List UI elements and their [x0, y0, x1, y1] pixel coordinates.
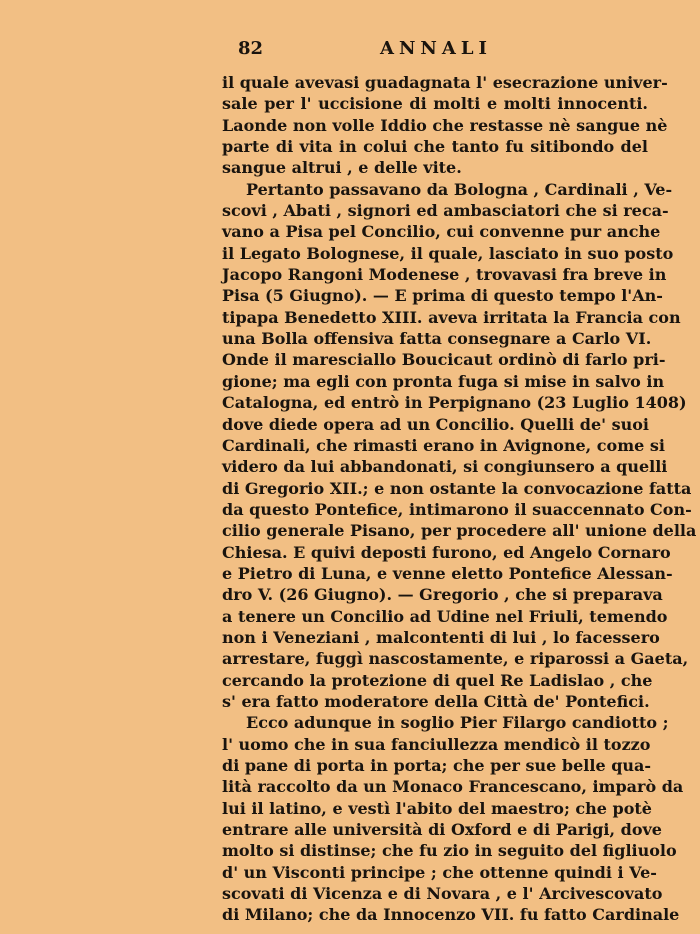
text-line: di pane di porta in porta; che per sue belle qua-: [222, 756, 652, 775]
text-line: entrare alle università di Oxford e di Parigi, dove: [222, 820, 662, 840]
text-line: cercando la protezione di quel Re Ladislao , che: [222, 670, 653, 690]
text-line: Ecco adunque in soglio Pier Filargo candiotto ;: [246, 713, 669, 733]
text-line: cilio generale Pisano, per procedere all' unione della: [222, 521, 697, 541]
text-line: e Pietro di Luna, e venne eletto Pontefice Alessan-: [222, 563, 673, 583]
text-line: di Gregorio XII.; e non ostante la convocazione fatta: [222, 478, 692, 498]
text-line: il quale avevasi guadagnata l' esecrazione univer-: [222, 73, 668, 92]
text-line: s' era fatto moderatore della Città de' Pontefici.: [222, 691, 650, 711]
text-line: a tenere un Concilio ad Udine nel Friuli, temendo: [222, 606, 668, 626]
body-text: [222, 72, 697, 926]
text-line: dro V. (26 Giugno). — Gregorio , che si preparava: [222, 585, 663, 605]
text-line: videro da lui abbandonati, si congiunsero a quelli: [222, 457, 668, 477]
text-line: Pertanto passavano da Bologna , Cardinali , Ve-: [246, 179, 673, 199]
text-line: sangue altrui , e delle vite.: [222, 158, 462, 178]
text-line: Laonde non volle Iddio che restasse nè sangue nè: [222, 115, 668, 135]
text-line: Pisa (5 Giugno). — E prima di questo tempo l'An-: [222, 286, 663, 306]
text-line: di Milano; che da Innocenzo VII. fu fatto Cardinale: [222, 905, 680, 925]
text-line: dove diede opera ad un Concilio. Quelli de' suoi: [222, 414, 649, 434]
paragraph-1: [222, 72, 668, 179]
text-line: Cardinali, che rimasti erano in Avignone, come si: [222, 435, 665, 455]
text-line: tipapa Benedetto XIII. aveva irritata la Francia con: [222, 307, 681, 327]
text-line: Catalogna, ed entrò in Perpignano (23 Luglio 1408): [222, 393, 687, 413]
text-line: l' uomo che in sua fanciullezza mendicò il tozzo: [222, 734, 651, 754]
text-line: Jacopo Rangoni Modenese , trovavasi fra breve in: [222, 265, 667, 285]
running-title: ANNALI: [380, 38, 492, 59]
paragraph-2: [222, 179, 697, 713]
text-line: da questo Pontefice, intimarono il suaccennato Con-: [222, 499, 692, 519]
text-line: non i Veneziani , malcontenti di lui , lo facessero: [222, 627, 660, 647]
text-line: scovi , Abati , signori ed ambasciatori che si reca-: [222, 201, 669, 221]
text-line: parte di vita in colui che tanto fu sitibondo del: [222, 137, 648, 157]
text-line: d' un Visconti principe ; che ottenne quindi i Ve-: [222, 862, 657, 882]
page-header: [0, 38, 700, 62]
page-number: 82: [238, 38, 264, 59]
text-line: scovati di Vicenza e di Novara , e l' Arcivescovato: [222, 884, 663, 904]
text-line: lità raccolto da un Monaco Francescano, imparò da: [222, 777, 684, 797]
text-line: Chiesa. E quivi deposti furono, ed Angelo Cornaro: [222, 542, 671, 562]
text-line: una Bolla offensiva fatta consegnare a Carlo VI.: [222, 329, 652, 349]
text-line: il Legato Bolognese, il quale, lasciato in suo posto: [222, 243, 674, 263]
text-line: gione; ma egli con pronta fuga si mise in salvo in: [222, 371, 665, 391]
text-line: arrestare, fuggì nascostamente, e riparossi a Gaeta,: [222, 649, 689, 669]
paragraph-3: [222, 712, 684, 925]
text-line: lui il latino, e vestì l'abito del maestro; che potè: [222, 798, 652, 818]
text-line: vano a Pisa pel Concilio, cui convenne pur anche: [222, 222, 661, 242]
text-line: molto si distinse; che fu zio in seguito del figliuolo: [222, 841, 677, 861]
text-line: sale per l' uccisione di molti e molti innocenti.: [222, 94, 648, 114]
text-line: Onde il maresciallo Boucicaut ordinò di farlo pri-: [222, 350, 666, 370]
